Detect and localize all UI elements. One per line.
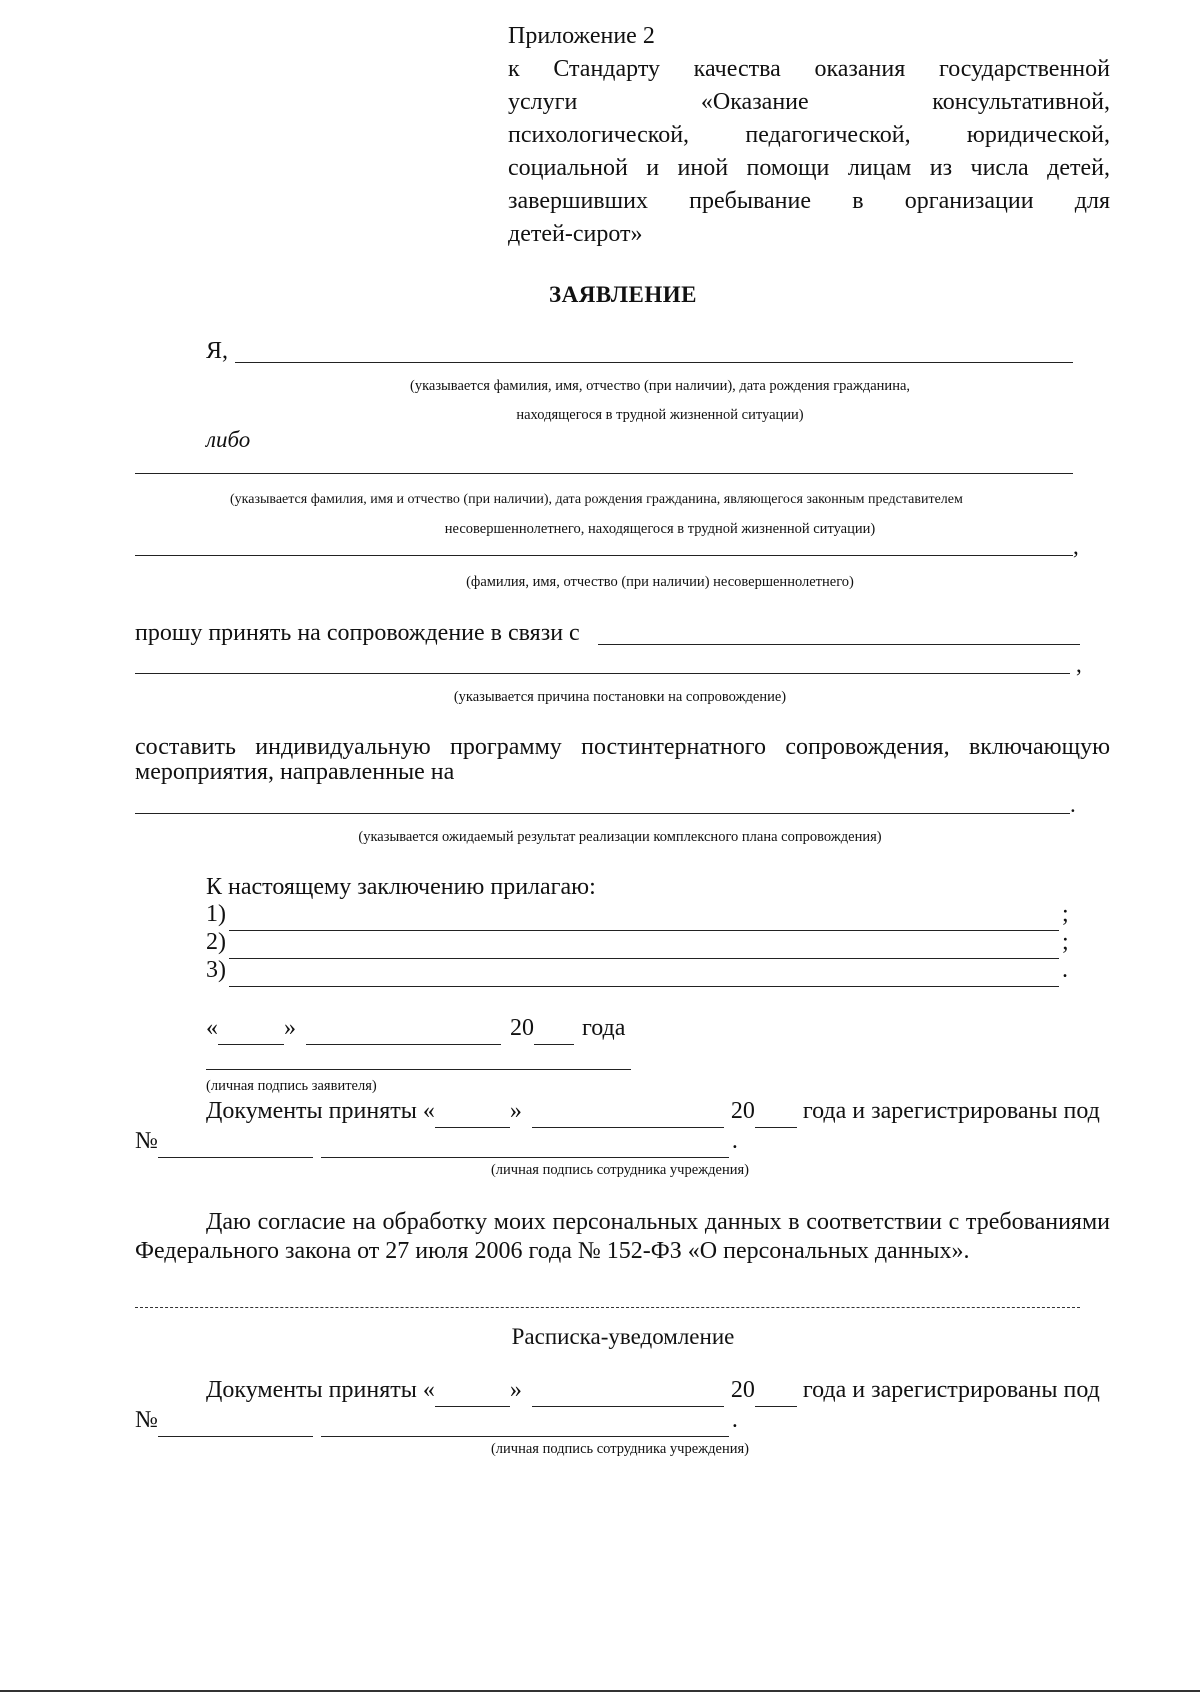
minor-hint: (фамилия, имя, отчество (при наличии) несовершеннолетнего) — [466, 574, 854, 590]
receipt-staff-signature-field[interactable] — [321, 1414, 729, 1437]
minor-comma: , — [1073, 534, 1079, 559]
receipt-registration-line — [135, 1404, 738, 1437]
request-reason-field[interactable] — [598, 644, 1080, 645]
date-open-quote: « — [206, 1015, 218, 1041]
docs-registration-number-field[interactable] — [158, 1135, 313, 1158]
attachment-num-3: 3) — [206, 957, 226, 983]
request-text: прошу принять на сопровождение в связи с — [135, 620, 580, 646]
docs-accepted-text: Документы приняты « — [206, 1098, 435, 1124]
date-year-field[interactable] — [534, 1022, 574, 1045]
cut-line — [135, 1307, 1080, 1308]
document-title: ЗАЯВЛЕНИЕ — [549, 282, 697, 307]
docs-staff-signature-hint: (личная подпись сотрудника учреждения) — [490, 1162, 750, 1178]
program-result-field[interactable] — [135, 813, 1070, 814]
date-month-field[interactable] — [306, 1022, 501, 1045]
appendix-line-5: завершивших пребывание в организации для — [508, 188, 1110, 214]
attachment-end-1: ; — [1062, 901, 1069, 927]
representative-hint-2: несовершеннолетнего, находящегося в трудной жизненной ситуации) — [444, 521, 876, 537]
receipt-registration-no: № — [135, 1407, 158, 1433]
docs-accepted-line — [206, 1095, 1110, 1128]
docs-accepted-tail: года и зарегистрированы под — [802, 1098, 1100, 1124]
attachment-end-3: . — [1062, 957, 1068, 983]
docs-accepted-close: » — [509, 1098, 522, 1124]
docs-registration-no: № — [135, 1128, 158, 1154]
program-line-1: составить индивидуальную программу постинтернатного сопровождения, включающую — [135, 734, 1110, 760]
receipt-close: » — [509, 1377, 522, 1403]
reason-hint: (указывается причина постановки на сопровождение) — [453, 689, 787, 705]
appendix-line-4: социальной и иной помощи лицам из числа детей, — [508, 155, 1110, 181]
attachment-end-2: ; — [1062, 929, 1069, 955]
request-reason-field-2[interactable] — [135, 673, 1070, 674]
receipt-accepted-text: Документы приняты « — [206, 1377, 435, 1403]
receipt-staff-signature-hint: (личная подпись сотрудника учреждения) — [490, 1441, 750, 1457]
docs-registration-period: . — [731, 1128, 738, 1154]
receipt-year: 20 — [730, 1377, 755, 1403]
appendix-header — [508, 20, 1110, 251]
minor-name-field[interactable] — [135, 555, 1073, 556]
docs-accepted-year: 20 — [730, 1098, 755, 1124]
appendix-line-3: психологической, педагогической, юридической, — [508, 122, 1110, 148]
consent-text — [135, 1206, 1110, 1268]
applicant-hint-1: (указывается фамилия, имя, отчество (при наличии), дата рождения гражданина, — [409, 378, 911, 394]
attachment-item-3 — [206, 954, 1068, 987]
date-century: 20 — [510, 1015, 534, 1041]
representative-hint-1: (указывается фамилия, имя и отчество (при наличии), дата рождения гражданина, являющегося законным представителем — [230, 492, 963, 507]
request-comma: , — [1076, 652, 1082, 677]
receipt-year-field[interactable] — [755, 1384, 797, 1407]
docs-staff-signature-field[interactable] — [321, 1135, 729, 1158]
applicant-hint-2: находящегося в трудной жизненной ситуации) — [516, 407, 804, 423]
receipt-tail: года и зарегистрированы под — [802, 1377, 1100, 1403]
date-day-field[interactable] — [218, 1022, 284, 1045]
result-hint: (указывается ожидаемый результат реализации комплексного плана сопровождения) — [358, 829, 882, 845]
receipt-title: Расписка-уведомление — [511, 1324, 735, 1349]
docs-registration-line — [135, 1125, 738, 1158]
consent-line-2: Федерального закона от 27 июля 2006 года № 152-ФЗ «О персональных данных». — [135, 1238, 970, 1264]
receipt-accepted-line — [206, 1374, 1110, 1407]
attachment-num-2: 2) — [206, 929, 226, 955]
attachments-heading: К настоящему заключению прилагаю: — [206, 874, 596, 900]
applicant-name-field[interactable] — [235, 362, 1073, 363]
appendix-title: Приложение 2 — [508, 23, 655, 49]
date-word: года — [582, 1015, 626, 1041]
applicant-prefix: Я, — [206, 338, 229, 364]
application-date — [206, 1012, 625, 1045]
date-close-quote: » — [284, 1015, 296, 1041]
program-text — [135, 731, 1110, 789]
or-label: либо — [206, 427, 251, 452]
attachment-num-1: 1) — [206, 901, 226, 927]
appendix-line-6: детей-сирот» — [508, 221, 643, 247]
appendix-line-1: к Стандарту качества оказания государственной — [508, 56, 1110, 82]
page-bottom-edge — [0, 1690, 1200, 1692]
applicant-signature-hint: (личная подпись заявителя) — [206, 1078, 377, 1094]
appendix-line-2: услуги «Оказание консультативной, — [508, 89, 1110, 115]
representative-name-field[interactable] — [135, 473, 1073, 474]
docs-accepted-year-field[interactable] — [755, 1105, 797, 1128]
consent-line-1: Даю согласие на обработку моих персональных данных в соответствии с требованиями — [206, 1209, 1110, 1235]
receipt-registration-period: . — [731, 1407, 738, 1433]
program-line-2: мероприятия, направленные на — [135, 759, 455, 785]
applicant-signature-field[interactable] — [206, 1069, 631, 1070]
attachment-field-3[interactable] — [229, 964, 1059, 987]
program-period: . — [1070, 792, 1076, 817]
receipt-number-field[interactable] — [158, 1414, 313, 1437]
